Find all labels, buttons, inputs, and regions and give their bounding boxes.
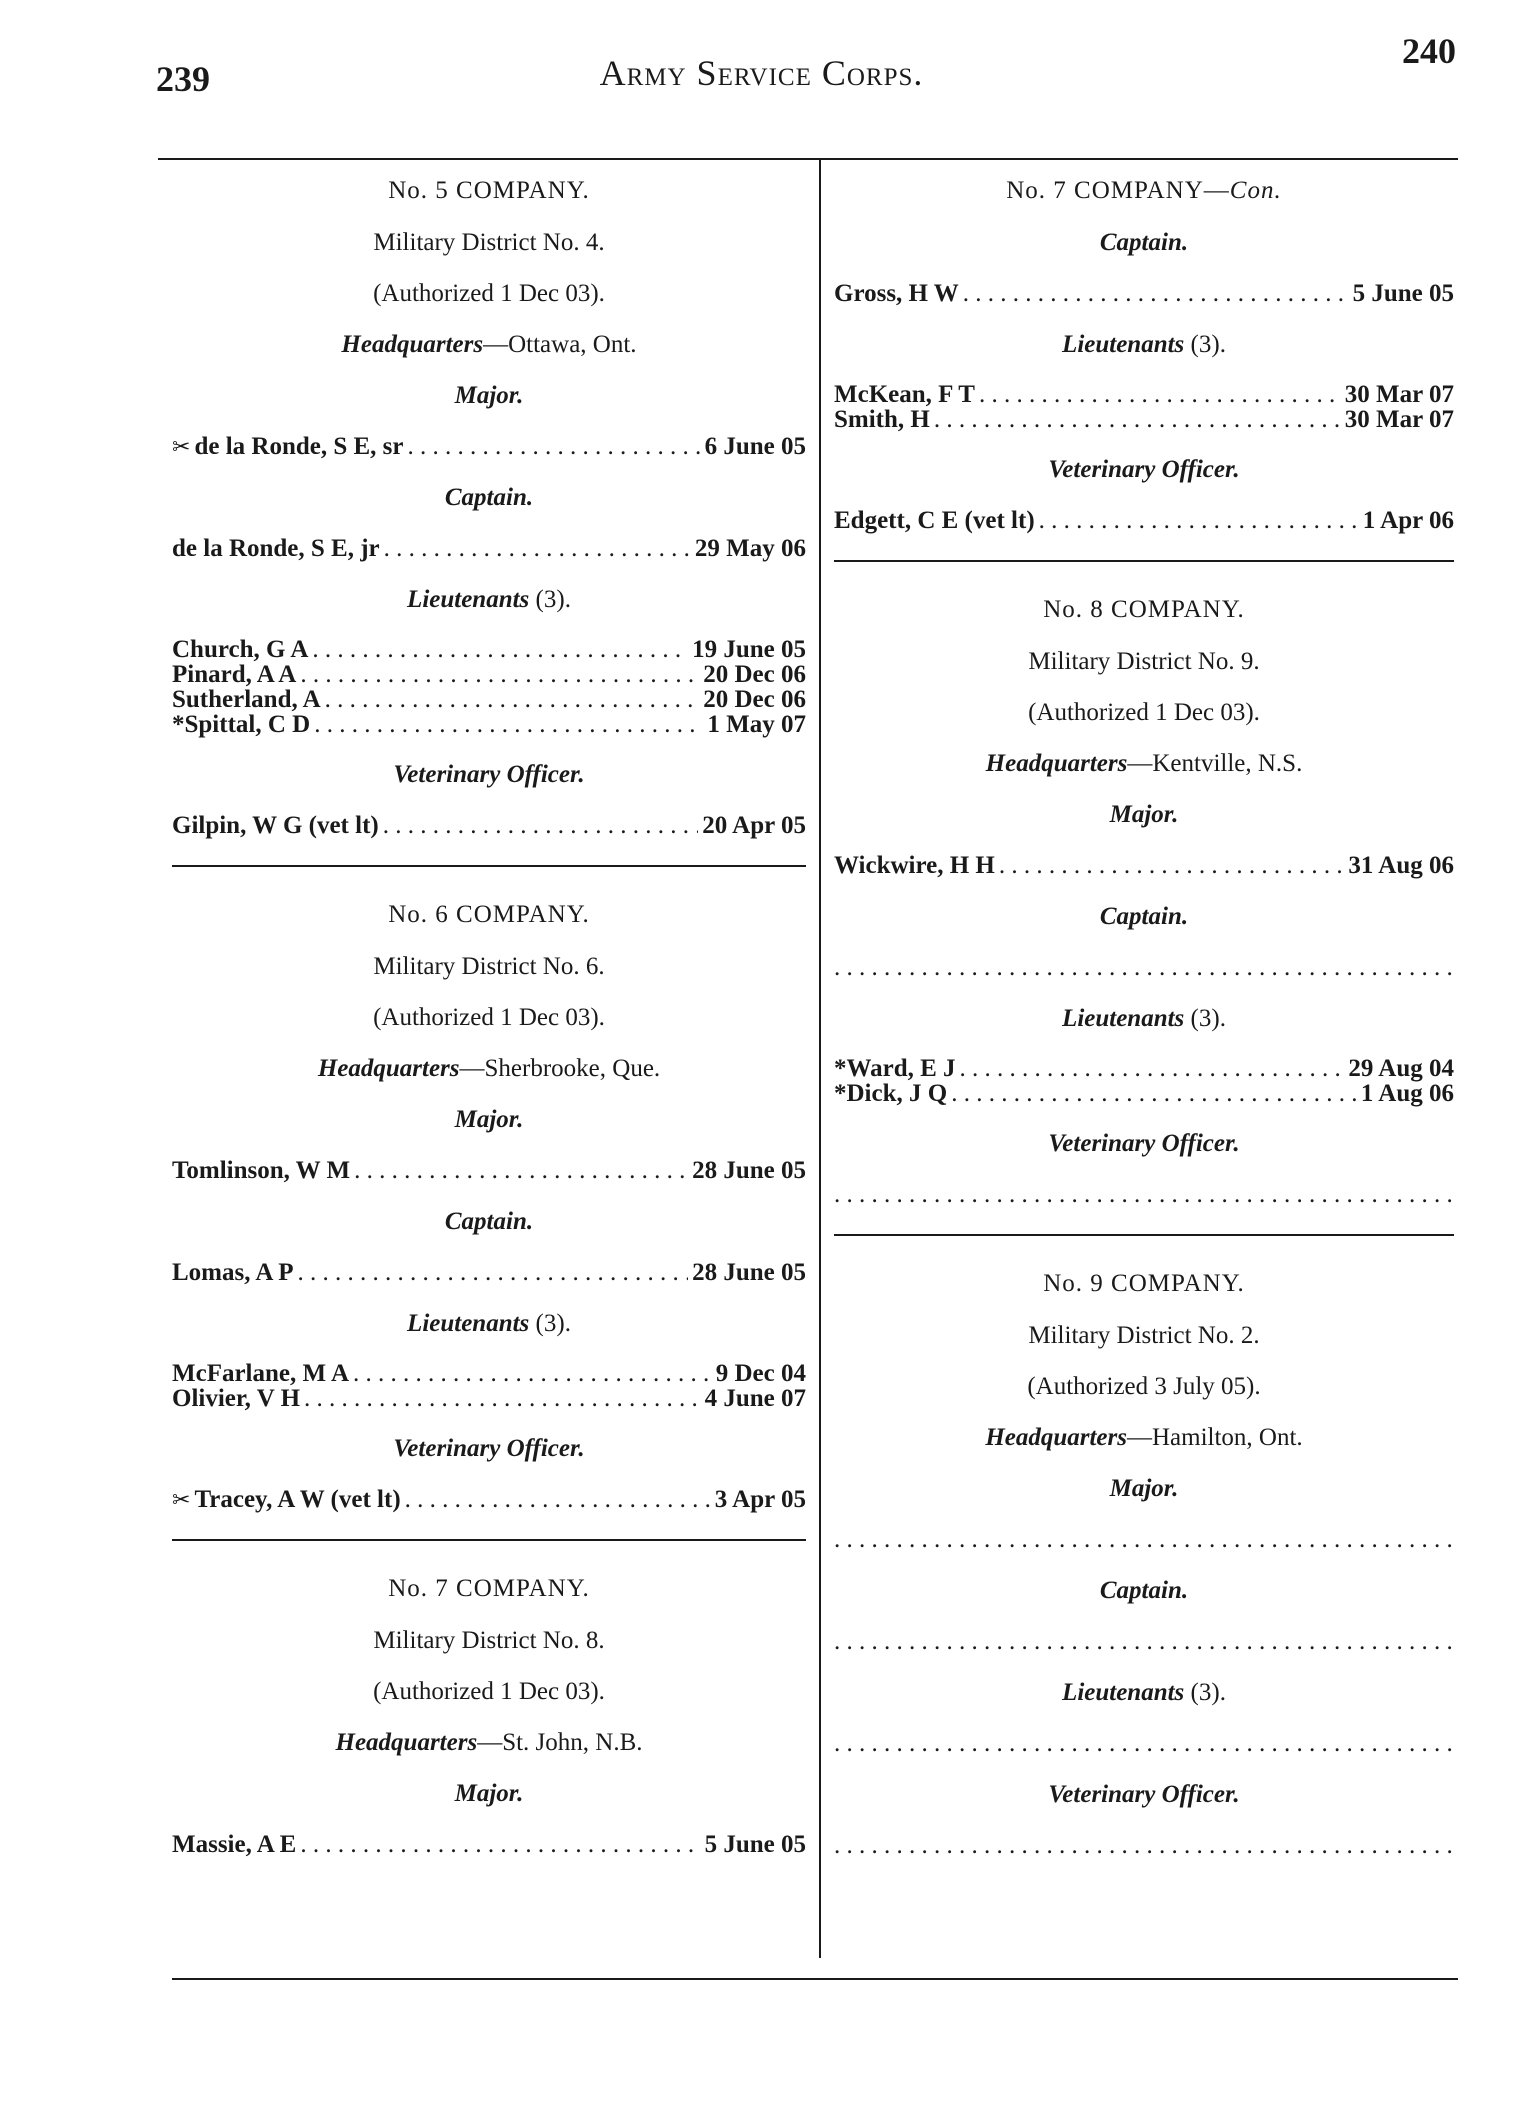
officer-name: Gilpin, W G (vet lt)	[172, 812, 379, 839]
company-5-major-label: Major.	[454, 382, 524, 409]
company-8-lieutenants-list	[834, 1044, 1454, 1118]
leader-dots	[1039, 495, 1359, 546]
section-divider	[172, 865, 806, 867]
lieutenants-count: (3).	[1190, 1679, 1226, 1706]
officer-name: *Spittal, C D	[172, 711, 311, 738]
company-7-title: No. 7 COMPANY.	[388, 1575, 590, 1602]
company-9-district: Military District No. 2.	[1028, 1322, 1260, 1349]
lieutenant-entry	[172, 1386, 806, 1411]
officer-date: 20 Apr 05	[702, 812, 806, 839]
company-6-major-entry	[172, 1145, 806, 1196]
lieutenant-entry	[834, 1056, 1454, 1081]
lieutenants-count: (3).	[535, 1310, 571, 1337]
officer-name: Smith, H	[834, 406, 930, 433]
officer-date: 5 June 05	[704, 1831, 806, 1858]
leader-dots	[304, 1386, 701, 1411]
officer-date: 1 May 07	[707, 711, 806, 738]
lieutenant-entry	[834, 407, 1454, 432]
company-7-lieutenants-list	[834, 370, 1454, 444]
company-7-lieutenants-label	[834, 319, 1454, 370]
leader-dots	[383, 800, 699, 851]
officer-date: 30 Mar 07	[1344, 381, 1454, 408]
vacant-entry	[834, 1169, 1454, 1220]
lieutenants-label: Lieutenants	[407, 586, 530, 613]
leader-dots	[300, 662, 699, 687]
company-8-major-entry	[834, 840, 1454, 891]
officer-date: 3 Apr 05	[714, 1486, 806, 1513]
company-6-section	[172, 889, 806, 1525]
officer-name: *Dick, J Q	[834, 1080, 948, 1107]
company-6-vet-entry	[172, 1474, 806, 1525]
company-9-title: No. 9 COMPANY.	[1043, 1270, 1245, 1297]
company-9-vet-label: Veterinary Officer.	[1048, 1781, 1240, 1808]
lieutenants-label: Lieutenants	[1062, 1005, 1185, 1032]
company-5-lieutenants-label	[172, 574, 806, 625]
title-text: No. 7 COMPANY—	[1006, 177, 1230, 204]
leader-dots	[300, 1819, 700, 1870]
company-7-section	[172, 1563, 806, 1870]
officer-date: 9 Dec 04	[715, 1360, 806, 1387]
officer-name: Sutherland, A	[172, 686, 321, 713]
leader-dots	[979, 382, 1341, 407]
company-6-title: No. 6 COMPANY.	[388, 901, 590, 928]
company-5-title: No. 5 COMPANY.	[388, 177, 590, 204]
company-5-major-entry	[172, 421, 806, 472]
company-5-authorized: (Authorized 1 Dec 03).	[373, 280, 605, 307]
company-6-lieutenants-label	[172, 1298, 806, 1349]
officer-date: 20 Dec 06	[703, 661, 806, 688]
company-7-continued-section	[834, 165, 1454, 546]
lieutenants-label: Lieutenants	[1062, 1679, 1185, 1706]
company-6-lieutenants-list	[172, 1349, 806, 1423]
officer-date: 4 June 07	[704, 1385, 806, 1412]
company-5-captain-label: Captain.	[444, 484, 534, 511]
officer-date: 1 Apr 06	[1362, 507, 1454, 534]
lieutenant-entry	[172, 687, 806, 712]
company-8-lieutenants-label	[834, 993, 1454, 1044]
company-6-captain-label: Captain.	[444, 1208, 534, 1235]
officer-name: Pinard, A A	[172, 661, 297, 688]
company-5-district: Military District No. 4.	[373, 229, 605, 256]
company-6-authorized: (Authorized 1 Dec 03).	[373, 1004, 605, 1031]
lieutenant-entry	[172, 712, 806, 737]
company-7-authorized: (Authorized 1 Dec 03).	[373, 1678, 605, 1705]
header-rule	[158, 158, 1458, 160]
lieutenants-count: (3).	[1190, 331, 1226, 358]
lieutenants-count: (3).	[535, 586, 571, 613]
hq-label: Headquarters	[341, 331, 484, 358]
left-column	[172, 165, 806, 1870]
scissors-icon: ✂	[172, 1487, 191, 1512]
lieutenant-entry	[172, 1361, 806, 1386]
company-8-section	[834, 584, 1454, 1220]
leader-dots	[312, 637, 688, 662]
company-8-title: No. 8 COMPANY.	[1043, 596, 1245, 623]
lieutenant-entry	[834, 382, 1454, 407]
officer-name: Church, G A	[172, 636, 309, 663]
company-7-continued-title	[834, 165, 1454, 217]
hq-value: —Kentville, N.S.	[1127, 750, 1303, 777]
officer-date: 6 June 05	[704, 433, 806, 460]
company-6-vet-label: Veterinary Officer.	[393, 1435, 585, 1462]
company-8-headquarters	[834, 738, 1454, 789]
leader-dots	[353, 1361, 712, 1386]
column-divider	[819, 158, 821, 1958]
officer-date: 29 May 06	[694, 535, 806, 562]
company-7-major-entry	[172, 1819, 806, 1870]
officer-name: *Ward, E J	[834, 1055, 956, 1082]
company-7-vet-label: Veterinary Officer.	[1048, 456, 1240, 483]
footer-rule	[172, 1978, 1458, 1980]
officer-name: de la Ronde, S E, jr	[172, 535, 380, 562]
leader-dots	[960, 1056, 1345, 1081]
officer-name: Edgett, C E (vet lt)	[834, 507, 1035, 534]
officer-date: 28 June 05	[692, 1259, 806, 1286]
lieutenants-label: Lieutenants	[1062, 331, 1185, 358]
company-8-vet-label: Veterinary Officer.	[1048, 1130, 1240, 1157]
vacant-entry	[834, 1616, 1454, 1667]
hq-value: —Ottawa, Ont.	[483, 331, 637, 358]
scissors-icon: ✂	[172, 434, 191, 459]
company-8-captain-label: Captain.	[1099, 903, 1189, 930]
officer-date: 28 June 05	[692, 1157, 806, 1184]
company-7-headquarters	[172, 1717, 806, 1768]
officer-date: 31 Aug 06	[1348, 852, 1454, 879]
continued-label: Con.	[1229, 177, 1282, 204]
company-6-headquarters	[172, 1043, 806, 1094]
lieutenants-count: (3).	[1190, 1005, 1226, 1032]
officer-date: 29 Aug 04	[1348, 1055, 1454, 1082]
leader-dots	[963, 268, 1349, 319]
leader-dots	[405, 1474, 711, 1525]
hq-value: —St. John, N.B.	[477, 1729, 643, 1756]
company-6-major-label: Major.	[454, 1106, 524, 1133]
company-9-section	[834, 1258, 1454, 1871]
leader-dots	[951, 1081, 1357, 1106]
leader-dots	[314, 712, 703, 737]
section-divider	[834, 560, 1454, 562]
hq-value: —Sherbrooke, Que.	[459, 1055, 661, 1082]
leader-dots	[298, 1247, 689, 1298]
officer-name: Tracey, A W (vet lt)	[194, 1486, 401, 1513]
lieutenant-entry	[172, 662, 806, 687]
lieutenants-label: Lieutenants	[407, 1310, 530, 1337]
leader-dots	[408, 421, 701, 472]
company-8-district: Military District No. 9.	[1028, 648, 1260, 675]
officer-name: McKean, F T	[834, 381, 975, 408]
officer-name: Lomas, A P	[172, 1259, 294, 1286]
leader-dots	[934, 407, 1341, 432]
vacant-entry	[834, 1718, 1454, 1769]
company-5-section	[172, 165, 806, 851]
company-5-vet-entry	[172, 800, 806, 851]
company-8-major-label: Major.	[1109, 801, 1179, 828]
running-title: Army Service Corps.	[599, 53, 924, 93]
officer-name: Olivier, V H	[172, 1385, 301, 1412]
company-9-captain-label: Captain.	[1099, 1577, 1189, 1604]
lieutenant-entry	[834, 1081, 1454, 1106]
hq-label: Headquarters	[335, 1729, 478, 1756]
company-7-vet-entry	[834, 495, 1454, 546]
vacant-entry	[834, 1514, 1454, 1565]
company-8-authorized: (Authorized 1 Dec 03).	[1028, 699, 1260, 726]
company-5-captain-entry	[172, 523, 806, 574]
company-7-major-label: Major.	[454, 1780, 524, 1807]
lieutenant-entry	[172, 637, 806, 662]
hq-value: —Hamilton, Ont.	[1127, 1424, 1303, 1451]
company-6-captain-entry	[172, 1247, 806, 1298]
officer-date: 1 Aug 06	[1360, 1080, 1454, 1107]
left-page-number: 239	[156, 59, 210, 99]
officer-date: 30 Mar 07	[1344, 406, 1454, 433]
leader-dots	[384, 523, 691, 574]
section-divider	[172, 1539, 806, 1541]
right-column	[834, 165, 1454, 1871]
leader-dots	[354, 1145, 688, 1196]
hq-label: Headquarters	[985, 750, 1128, 777]
officer-name: McFarlane, M A	[172, 1360, 350, 1387]
section-divider	[834, 1234, 1454, 1236]
company-7-captain-entry	[834, 268, 1454, 319]
leader-dots	[999, 840, 1345, 891]
hq-label: Headquarters	[985, 1424, 1127, 1451]
officer-name: Wickwire, H H	[834, 852, 995, 879]
company-6-district: Military District No. 6.	[373, 953, 605, 980]
company-5-headquarters	[172, 319, 806, 370]
company-5-vet-label: Veterinary Officer.	[393, 761, 585, 788]
officer-date: 20 Dec 06	[703, 686, 806, 713]
officer-date: 5 June 05	[1352, 280, 1454, 307]
officer-name: de la Ronde, S E, sr	[194, 433, 404, 460]
company-9-major-label: Major.	[1109, 1475, 1179, 1502]
officer-name: Gross, H W	[834, 280, 959, 307]
company-9-authorized: (Authorized 3 July 05).	[1027, 1373, 1261, 1400]
officer-date: 19 June 05	[692, 636, 806, 663]
company-9-headquarters	[834, 1412, 1454, 1463]
company-7-captain-label: Captain.	[1099, 229, 1189, 256]
officer-name: Tomlinson, W M	[172, 1157, 351, 1184]
hq-label: Headquarters	[317, 1055, 460, 1082]
leader-dots	[325, 687, 700, 712]
company-7-district: Military District No. 8.	[373, 1627, 605, 1654]
officer-name: Massie, A E	[172, 1831, 297, 1858]
right-page-number: 240	[1402, 31, 1456, 71]
company-9-lieutenants-label	[834, 1667, 1454, 1718]
vacant-entry	[834, 1820, 1454, 1871]
company-5-lieutenants-list	[172, 625, 806, 749]
vacant-entry	[834, 942, 1454, 993]
